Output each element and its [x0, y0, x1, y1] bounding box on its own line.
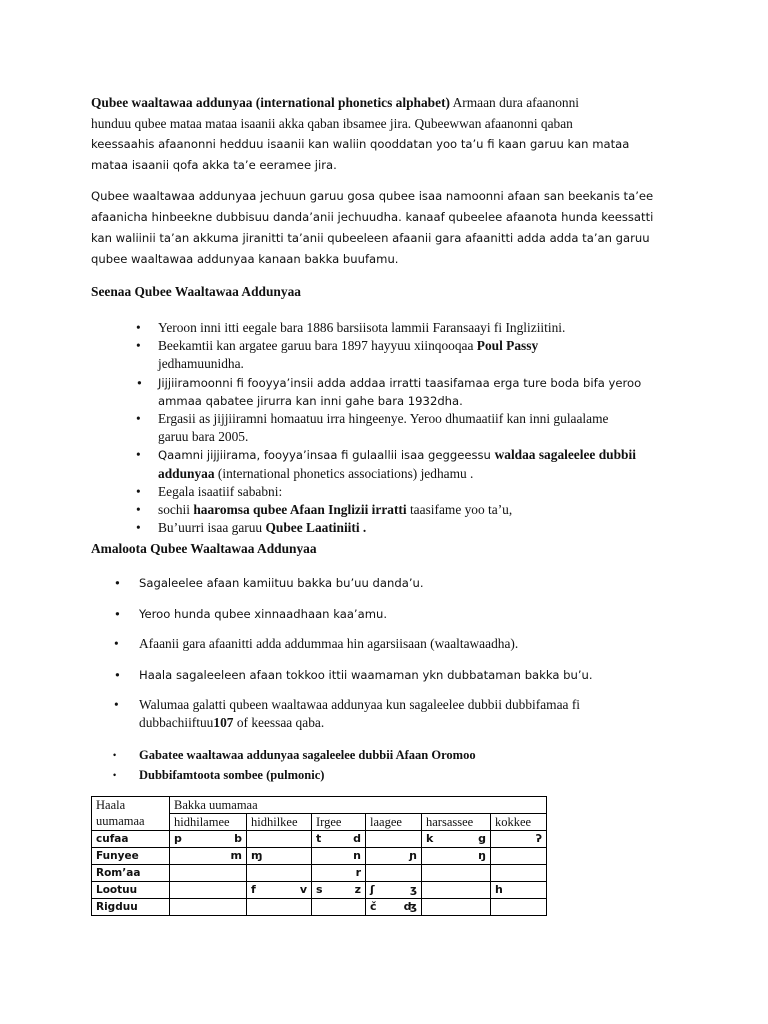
table-cell	[170, 848, 247, 865]
consonant-table	[91, 796, 547, 916]
voiceless-symbol: s	[316, 883, 323, 896]
list-item: • Sagaleelee afaan kamiituu bakka bu’uu danda’u.	[114, 574, 674, 592]
voiced-symbol: ʒ	[409, 883, 417, 896]
group-header: Bakka uumamaa	[170, 797, 547, 814]
table-cell	[422, 831, 491, 848]
table-cell	[491, 882, 547, 899]
voiced-symbol: ʔ	[535, 832, 542, 845]
voiceless-symbol: f	[251, 883, 256, 896]
voiceless-symbol: ɱ	[251, 849, 263, 862]
list-item: • Haala sagaleeleen afaan tokkoo ittii waamaman ykn dubbataman bakka bu’u.	[114, 666, 674, 684]
history-list	[136, 319, 676, 537]
intro-bold-term: Qubee waaltawaa addunyaa (international phonetics alphabet)	[91, 95, 450, 110]
definition-line-4: qubee waaltawaa addunyaa kanaan bakka buufamu.	[91, 252, 399, 266]
voiced-symbol: g	[478, 832, 486, 845]
intro-paragraph	[91, 93, 681, 175]
list-item: • Jijjiiramoonni fi fooyya’insii adda addaa irratti taasifamaa erga ture boda bifa yeroo ammaa qabatee jirurra kan inni gahe bara 1932dha.	[136, 374, 676, 410]
table-cell	[247, 899, 312, 916]
intro-line-3: keessaahis afaanonni hedduu isaanii kan waliin qooddatan yoo ta’u fi kaan garuu kan mataa	[91, 137, 630, 151]
table-cell	[366, 865, 422, 882]
voiced-symbol: m	[230, 849, 242, 862]
features-list	[114, 574, 674, 745]
column-header: harsassee	[422, 814, 491, 831]
table-cell	[312, 882, 366, 899]
row-label: Rigduu	[92, 899, 170, 916]
intro-line-2: hunduu qubee mataa mataa isaanii akka qaban ibsamee jira. Qubeewwan afaanonni qaban	[91, 115, 573, 131]
definition-line-2: afaanicha hinbeekne dubbisuu danda’anii jechuudha. kanaaf qubeelee afaanota hunda keessatti	[91, 210, 654, 224]
voiceless-symbol: h	[495, 883, 503, 896]
voiced-symbol: z	[354, 883, 361, 896]
table-cell	[422, 848, 491, 865]
row-label: Funyee	[92, 848, 170, 865]
voiceless-symbol: t	[316, 832, 322, 845]
corner-header: Haala uumamaa	[92, 797, 170, 831]
definition-paragraph	[91, 186, 681, 270]
table-cell	[170, 899, 247, 916]
table-cell	[247, 865, 312, 882]
list-item: • Qaamni jijjiirama, fooyya’insaa fi gulaallii isaa geggeessu waldaa sagaleelee dubbii addunyaa (international phonetics associations) jedhamu .	[136, 446, 676, 482]
column-header: hidhilkee	[247, 814, 312, 831]
table-cell	[170, 865, 247, 882]
list-item: • Gabatee waaltawaa addunyaa sagaleelee dubbii Afaan Oromoo	[113, 745, 673, 765]
table-cell	[312, 865, 366, 882]
list-item: • sochii haaromsa qubee Afaan Inglizii irratti taasifame yoo ta’u,	[136, 501, 676, 519]
voiced-symbol: b	[234, 832, 242, 845]
table-row	[92, 865, 547, 882]
row-label: Rom’aa	[92, 865, 170, 882]
table-row	[92, 899, 547, 916]
history-heading: Seenaa Qubee Waaltawaa Addunyaa	[91, 284, 301, 299]
table-cell	[491, 831, 547, 848]
row-label: cufaa	[92, 831, 170, 848]
definition-line-1: Qubee waaltawaa addunyaa jechuun garuu gosa qubee isaa namoonni afaan san beekanis ta’ee	[91, 189, 654, 203]
list-item: • Yeroo hunda qubee xinnaadhaan kaa’amu.	[114, 605, 674, 623]
table-row	[92, 882, 547, 899]
table-cell	[366, 848, 422, 865]
voiced-symbol: d	[353, 832, 361, 845]
table-cell	[312, 899, 366, 916]
voiceless-symbol: k	[426, 832, 434, 845]
table-cell	[170, 882, 247, 899]
table-row	[92, 848, 547, 865]
voiced-symbol: ʤ	[403, 900, 417, 913]
voiced-symbol: v	[299, 883, 307, 896]
table-cell	[491, 848, 547, 865]
list-item: • Bu’uurri isaa garuu Qubee Laatiniiti .	[136, 519, 676, 537]
list-item: • Yeroon inni itti eegale bara 1886 barsiisota lammii Faransaayi fi Ingliziitini.	[136, 319, 676, 337]
list-item: • Dubbifamtoota sombee (pulmonic)	[113, 765, 673, 785]
table-cell	[247, 831, 312, 848]
table-cell	[491, 865, 547, 882]
voiceless-symbol: ʃ	[370, 883, 375, 896]
list-item: • Afaanii gara afaanitti adda addummaa hin agarsiisaan (waaltawaadha).	[114, 635, 674, 653]
definition-line-3: kan waliinii ta’an akkuma jiranitti ta’anii qubeeleen afaanii gara afaanitti adda adda ta’an garuu	[91, 231, 650, 245]
table-cell	[422, 882, 491, 899]
voiced-symbol: r	[355, 866, 361, 879]
list-item: • Beekamtii kan argatee garuu bara 1897 hayyuu xiinqooqaa Poul Passy jedhamuunidha.	[136, 337, 676, 373]
voiceless-symbol: p	[174, 832, 182, 845]
table-header-row	[92, 797, 547, 814]
column-header: laagee	[366, 814, 422, 831]
voiceless-symbol: č	[370, 900, 377, 913]
table-cell	[491, 899, 547, 916]
table-cell	[247, 848, 312, 865]
list-item: • Ergasii as jijjiiramni homaatuu irra hingeenye. Yeroo dhumaatiif kan inni gulaalame garuu bara 2005.	[136, 410, 676, 446]
row-label: Lootuu	[92, 882, 170, 899]
list-item: • Walumaa galatti qubeen waaltawaa addunyaa kun sagaleelee dubbii dubbifamaa fi dubbachiiftuu107 of keessaa qaba.	[114, 696, 674, 732]
intro-line-4: mataa isaanii qofa akka ta’e eeramee jira.	[91, 157, 337, 172]
table-cell	[422, 865, 491, 882]
features-heading: Amaloota Qubee Waaltawaa Addunyaa	[91, 541, 317, 556]
list-item: • Eegala isaatiif sababni:	[136, 483, 676, 501]
table-cell	[170, 831, 247, 848]
table-cell	[366, 899, 422, 916]
table-cell	[312, 848, 366, 865]
voiced-symbol: ŋ	[478, 849, 486, 862]
table-cell	[312, 831, 366, 848]
intro-line-1: Armaan dura afaanonni	[449, 95, 579, 110]
table-cell	[366, 882, 422, 899]
column-header: kokkee	[491, 814, 547, 831]
voiced-symbol: n	[353, 849, 361, 862]
column-header: Irgee	[312, 814, 366, 831]
table-row	[92, 831, 547, 848]
table-cell	[422, 899, 491, 916]
column-header: hidhilamee	[170, 814, 247, 831]
table-captions	[113, 745, 673, 785]
voiced-symbol: ɲ	[409, 849, 417, 862]
table-cell	[366, 831, 422, 848]
table-cell	[247, 882, 312, 899]
